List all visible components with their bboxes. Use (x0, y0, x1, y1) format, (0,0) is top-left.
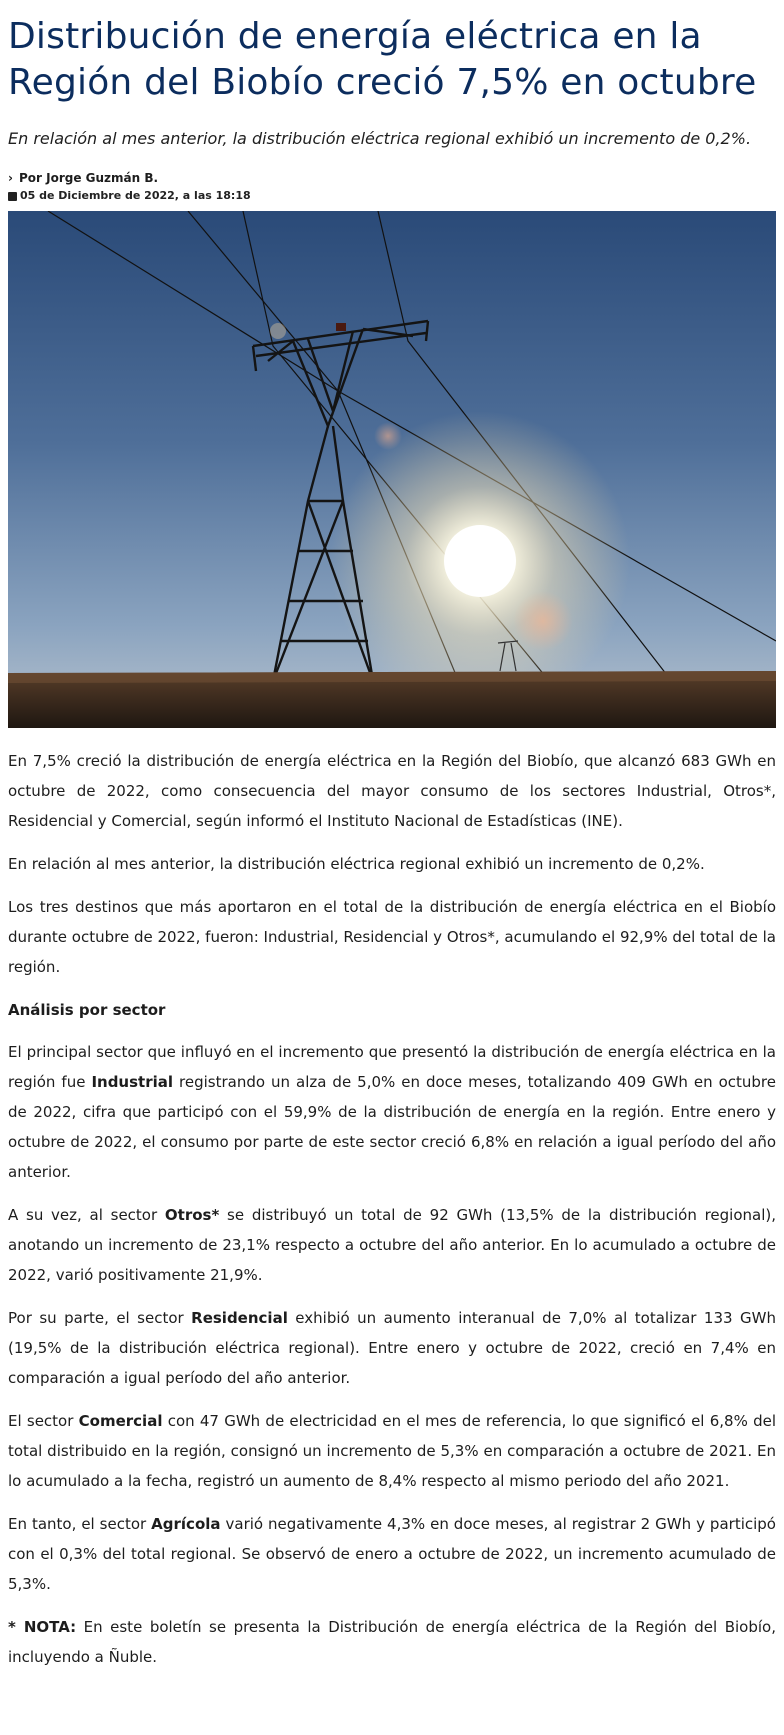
paragraph-text: A su vez, al sector (8, 1206, 165, 1224)
sector-name: Agrícola (151, 1515, 221, 1533)
paragraph (8, 1200, 776, 1290)
paragraph: Los tres destinos que más aportaron en el total de la distribución de energía eléctrica en el Biobío durante octubre de 2022, fueron: Industrial, Residencial y Otros*, acumulando el 92,9% del total de la región. (8, 898, 776, 976)
paragraph-text: registrando un alza de 5,0% en doce meses, totalizando 409 GWh en octubre de 2022, cifra que participó con el 59,9% de la distribución de energía en la región. Entre enero y octubre de 2022, el consumo por parte de este sector creció 6,8% en relación a igual período del año anterior. (8, 1073, 776, 1181)
paragraph-text: El principal sector que influyó en el incremento que presentó la distribución de energía eléctrica en la región fue (8, 1043, 776, 1091)
note-label: * NOTA: (8, 1618, 77, 1636)
article-subtitle: En relación al mes anterior, la distribución eléctrica regional exhibió un incremento de 0,2%. (8, 129, 752, 148)
section-heading: Análisis por sector (8, 1001, 166, 1019)
article (0, 14, 784, 1672)
paragraph-text: Por su parte, el sector (8, 1309, 192, 1327)
calendar-icon (8, 192, 17, 201)
paragraph-text: se distribuyó un total de 92 GWh (13,5% de la distribución regional), anotando un incremento de 23,1% respecto a octubre del año anterior. En lo acumulado a octubre de 2022, varió positivamente 21,9%. (8, 1206, 777, 1284)
note-paragraph (8, 1612, 776, 1672)
paragraph (8, 1509, 776, 1599)
article-meta (8, 169, 776, 205)
article-body (8, 746, 776, 1672)
paragraph-text: con 47 GWh de electricidad en el mes de referencia, lo que significó el 6,8% del total distribuido en la región, consignó un incremento de 5,3% en comparación a octubre de 2021. En lo acumulado a la fecha, registró un aumento de 8,4% respecto al mismo periodo del año 2021. (8, 1412, 776, 1490)
paragraph: En relación al mes anterior, la distribución eléctrica regional exhibió un incremento de 0,2%. (8, 855, 705, 873)
sector-name: Residencial (191, 1309, 288, 1327)
hero-image (8, 211, 776, 728)
paragraph (8, 1406, 776, 1496)
chevron-right-icon: › (8, 171, 13, 185)
paragraph-text: En este boletín se presenta la Distribución de energía eléctrica de la Región del Biobío, incluyendo a Ñuble. (8, 1618, 776, 1666)
sector-name: Industrial (91, 1073, 174, 1091)
publish-date: 05 de Diciembre de 2022, a las 18:18 (20, 189, 251, 202)
paragraph-text: varió negativamente 4,3% en doce meses, al registrar 2 GWh y participó con el 0,3% del total regional. Se observó de enero a octubre de 2022, un incremento acumulado de 5,3%. (8, 1515, 776, 1593)
paragraph-text: En tanto, el sector (8, 1515, 152, 1533)
sector-name: Otros* (164, 1206, 220, 1224)
paragraph (8, 1303, 776, 1393)
paragraph: En 7,5% creció la distribución de energía eléctrica en la Región del Biobío, que alcanzó 683 GWh en octubre de 2022, como consecuencia del mayor consumo de los sectores Industrial, Otros*, Residencial y Comercial, según informó el Instituto Nacional de Estadísticas (INE). (8, 752, 776, 830)
paragraph-text: exhibió un aumento interanual de 7,0% al totalizar 133 GWh (19,5% de la distribución eléctrica regional). Entre enero y octubre de 2022, creció en 7,4% en comparación a igual período del año anterior. (8, 1309, 776, 1387)
author-link[interactable]: Por Jorge Guzmán B. (19, 171, 159, 185)
article-title: Distribución de energía eléctrica en la Región del Biobío creció 7,5% en octubre (8, 16, 757, 103)
paragraph (8, 1037, 776, 1187)
paragraph-text: El sector (8, 1412, 79, 1430)
sector-name: Comercial (78, 1412, 163, 1430)
